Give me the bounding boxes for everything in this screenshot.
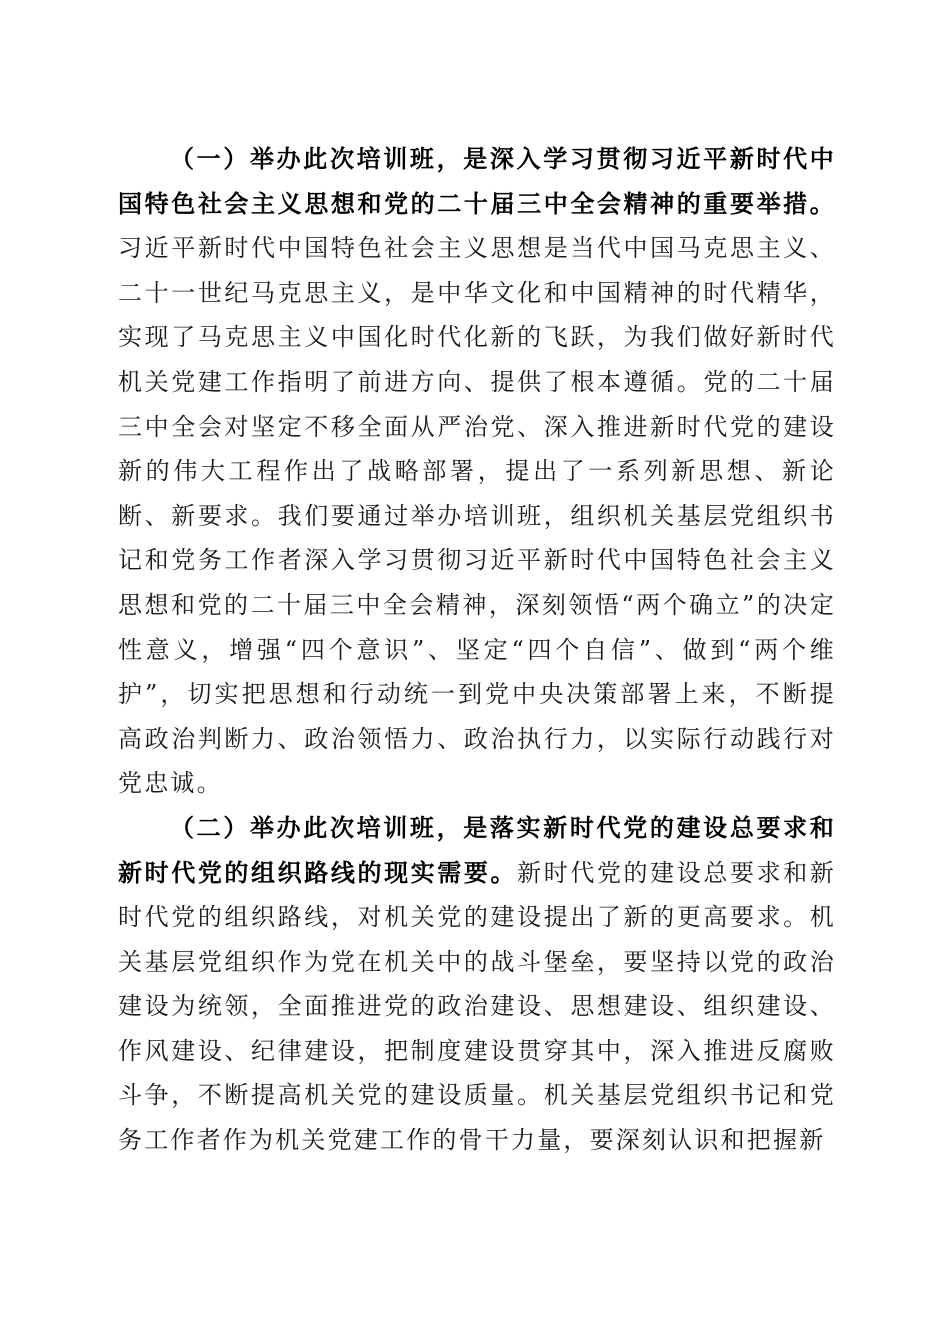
paragraph-1-lead: （一）举办此次培训班，是深入学习贯彻习近平新时代中国特色社会主义思想和党的二十届三中全会精神的重要举措。 — [118, 145, 836, 218]
paragraph-2 — [118, 806, 836, 1163]
document-body — [118, 137, 836, 1163]
paragraph-2-lead: （二）举办此次培训班，是落实新时代党的建设总要求和新时代党的组织路线的现实需要。 — [118, 813, 836, 887]
paragraph-2-body: 新时代党的建设总要求和新时代党的组织路线，对机关党的建设提出了新的更高要求。机关基层党组织作为党在机关中的战斗堡垒，要坚持以党的政治建设为统领，全面推进党的政治建设、思想建设、组织建设、作风建设、纪律建设，把制度建设贯穿其中，深入推进反腐败斗争，不断提高机关党的建设质量。机关基层党组织书记和党务工作者作为机关党建工作的骨干力量，要深刻认识和把握新 — [118, 858, 837, 1155]
paragraph-1-body: 习近平新时代中国特色社会主义思想是当代中国马克思主义、二十一世纪马克思主义，是中华文化和中国精神的时代精华，实现了马克思主义中国化时代化新的飞跃，为我们做好新时代机关党建工作指明了前进方向、提供了根本遵循。党的二十届三中全会对坚定不移全面从严治党、深入推进新时代党的建设新的伟大工程作出了战略部署，提出了一系列新思想、新论断、新要求。我们要通过举办培训班，组织机关基层党组织书记和党务工作者深入学习贯彻习近平新时代中国特色社会主义思想和党的二十届三中全会精神，深刻领悟“两个确立”的决定性意义，增强“四个意识”、坚定“四个自信”、做到“两个维护”，切实把思想和行动统一到党中央决策部署上来，不断提高政治判断力、政治领悟力、政治执行力，以实际行动践行对党忠诚。 — [118, 234, 836, 798]
paragraph-1 — [118, 137, 836, 806]
